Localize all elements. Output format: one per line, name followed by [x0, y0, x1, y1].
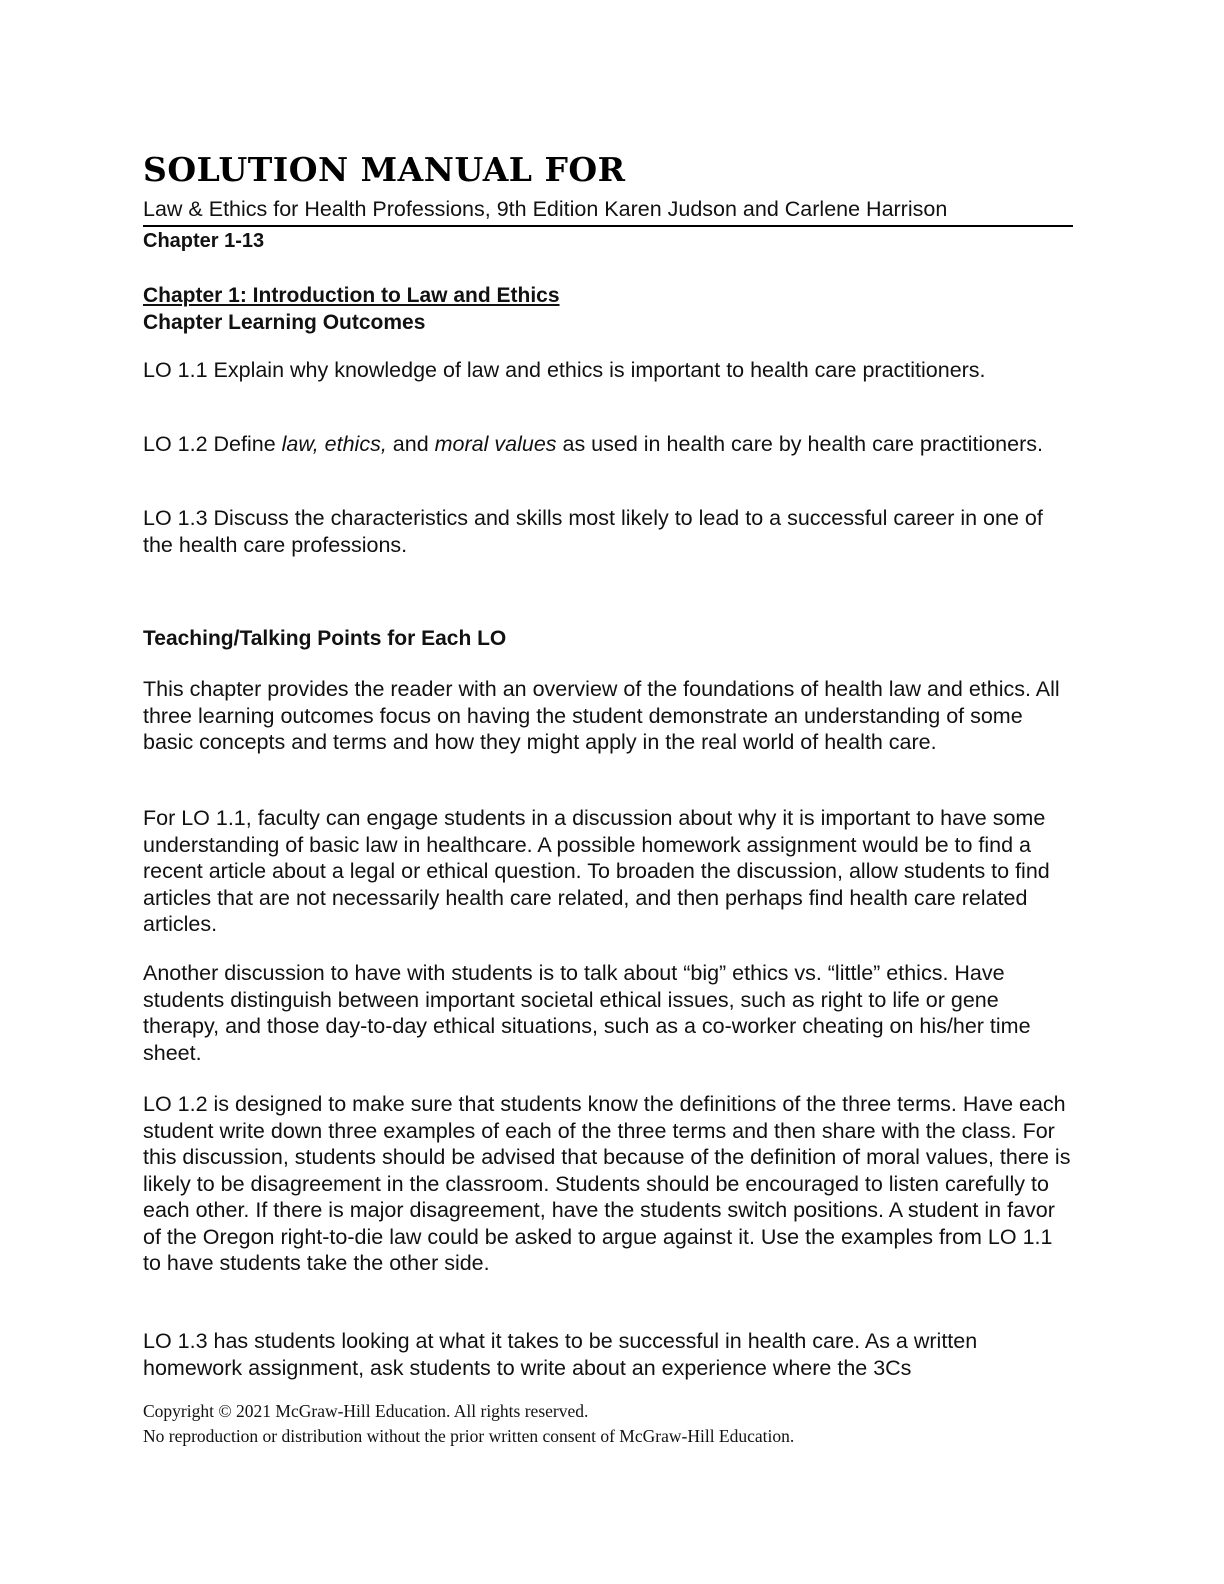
chapter-range: Chapter 1-13 — [143, 230, 265, 252]
lo2-term-moral-values: moral values — [434, 432, 557, 456]
reproduction-notice: No reproduction or distribution without the prior written consent of McGraw-Hill Education. — [143, 1426, 795, 1446]
learning-outcome-3: LO 1.3 Discuss the characteristics and skills most likely to lead to a successful career in one of the health care professions. — [143, 506, 1043, 557]
learning-outcome-2 — [143, 431, 1071, 458]
teaching-points-heading: Teaching/Talking Points for Each LO — [143, 627, 507, 650]
learning-outcomes-heading: Chapter Learning Outcomes — [143, 311, 426, 334]
teaching-paragraph: For LO 1.1, faculty can engage students in a discussion about why it is important to have some understanding of basic law in healthcare. A possible homework assignment would be to find a recent article about a legal or ethical question. To broaden the discussion, allow students to find articles that are not necessarily health care related, and then perhaps find health care related articles. — [143, 806, 1050, 936]
chapter-heading: Chapter 1: Introduction to Law and Ethics — [143, 284, 560, 307]
teaching-paragraph: LO 1.3 has students looking at what it takes to be successful in health care. As a written homework assignment, ask students to write about an experience where the 3Cs — [143, 1329, 978, 1380]
book-subtitle: Law & Ethics for Health Professions, 9th Edition Karen Judson and Carlene Harrison — [143, 197, 948, 221]
lo2-prefix: LO 1.2 Define — [143, 432, 282, 456]
lo2-suffix: as used in health care by health care practitioners. — [556, 432, 1043, 456]
teaching-paragraph: This chapter provides the reader with an overview of the foundations of health law and ethics. All three learning outcomes focus on having the student demonstrate an understanding of some basic concepts and terms and how they might apply in the real world of health care. — [143, 677, 1060, 754]
teaching-paragraph: LO 1.2 is designed to make sure that students know the definitions of the three terms. Have each student write down three examples of each of the three terms and then share with the class. For this discussion, students should be advised that because of the definition of moral values, there is likely to be disagreement in the classroom. Students should be encouraged to listen carefully to each other. If there is major disagreement, have the students switch positions. A student in favor of the Oregon right-to-die law could be asked to argue against it. Use the examples from LO 1.1 to have students take the other side. — [143, 1092, 1071, 1275]
teaching-paragraph: Another discussion to have with students is to talk about “big” ethics vs. “little” ethics. Have students distinguish between important societal ethical issues, such as right to life or gene therapy, and those day-to-day ethical situations, such as a co-worker cheating on his/her time sheet. — [143, 961, 1031, 1065]
learning-outcome-1: LO 1.1 Explain why knowledge of law and ethics is important to health care practitioners. — [143, 358, 986, 382]
document-title: SOLUTION MANUAL FOR — [143, 150, 626, 189]
copyright-notice: Copyright © 2021 McGraw-Hill Education. All rights reserved. — [143, 1401, 589, 1421]
title-rule — [143, 225, 1073, 227]
lo2-mid: and — [386, 432, 435, 456]
lo2-term-law-ethics: law, ethics, — [281, 432, 387, 456]
